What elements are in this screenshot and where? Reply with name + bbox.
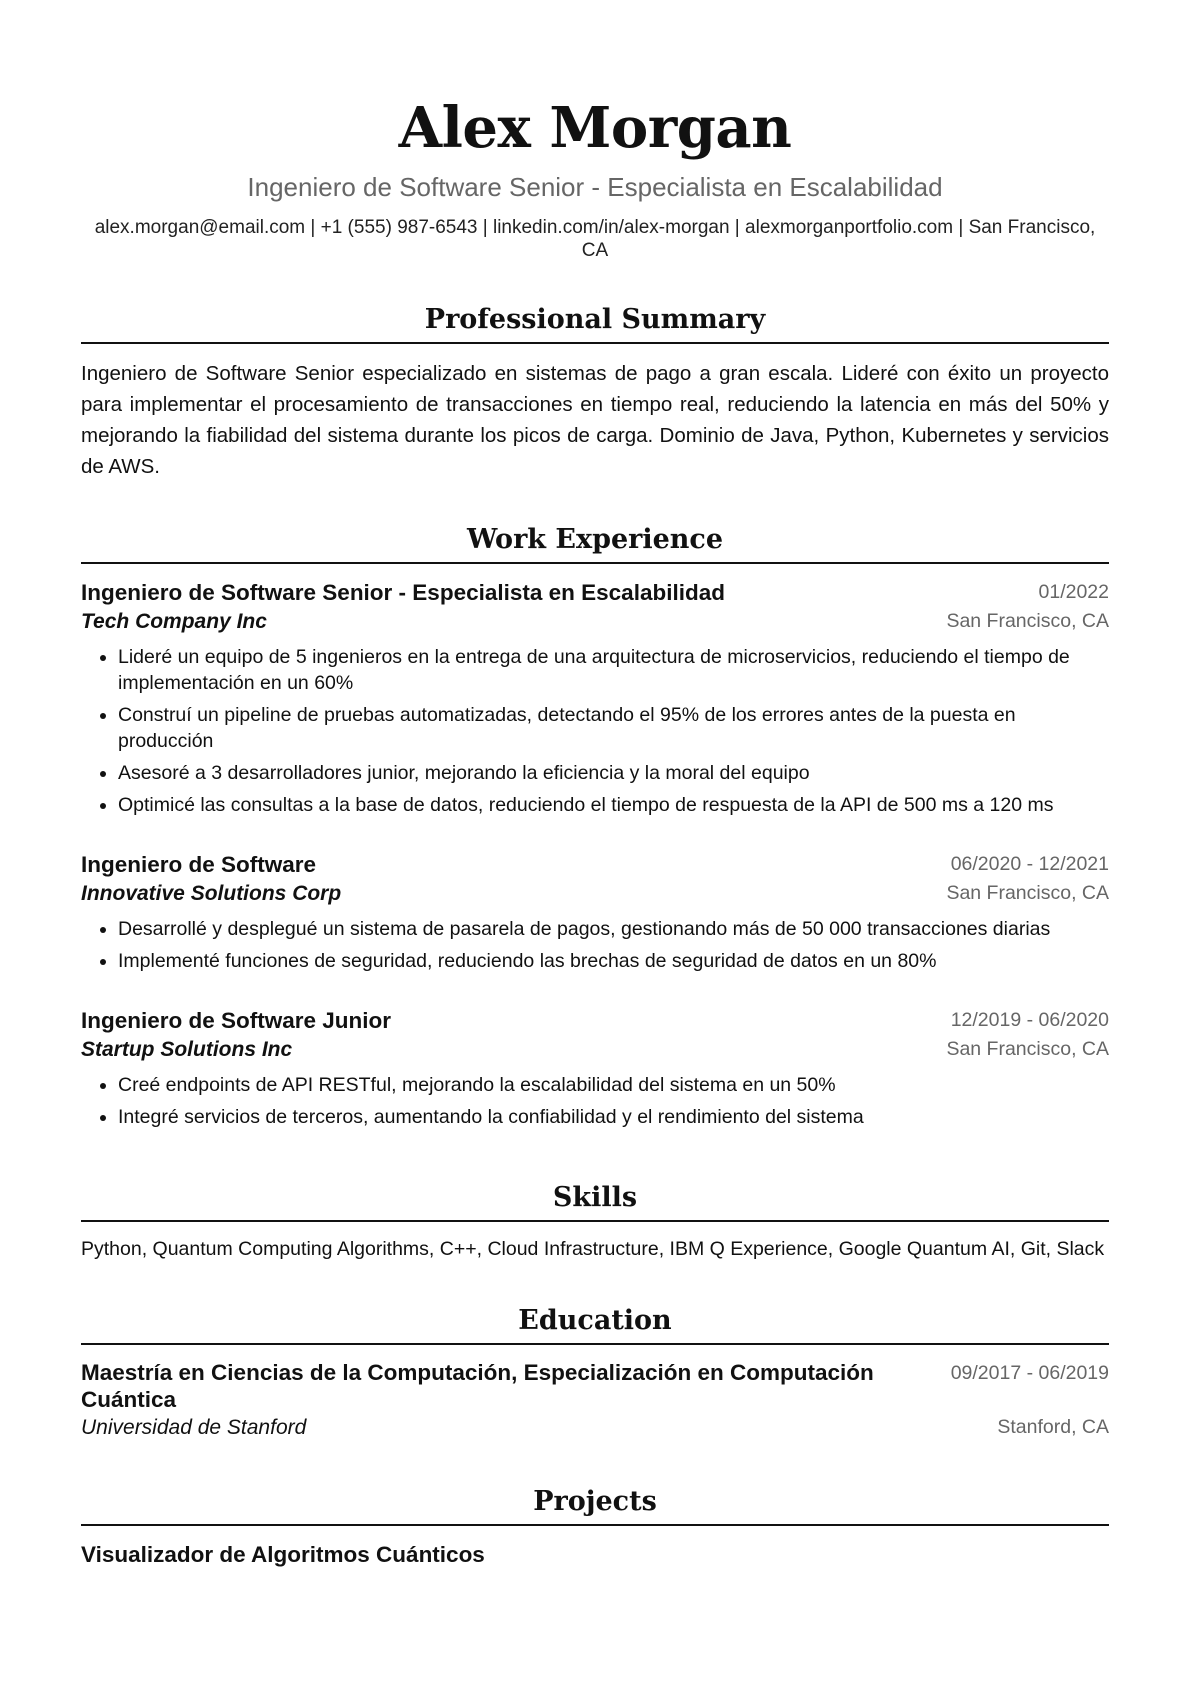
education-school: Universidad de Stanford [81, 1416, 307, 1439]
job-date: 12/2019 - 06/2020 [950, 1009, 1109, 1031]
education-header-row [81, 1359, 1109, 1413]
education-location: Stanford, CA [997, 1416, 1109, 1438]
job-entry [81, 1006, 1109, 1130]
job-bullets [81, 1072, 1109, 1130]
projects-heading: Projects [81, 1484, 1109, 1526]
experience-heading: Work Experience [81, 522, 1109, 564]
job-bullet: • Lideré un equipo de 5 ingenieros en la entrega de una arquitectura de microservicios, reduciendo el tiempo de implementación en un 60% [118, 644, 1109, 696]
project-title: Visualizador de Algoritmos Cuánticos [81, 1542, 485, 1567]
summary-heading: Professional Summary [81, 302, 1109, 344]
job-company: Tech Company Inc [81, 610, 267, 633]
summary-text: Ingeniero de Software Senior especializado en sistemas de pago a gran escala. Lideré con éxito un proyecto para implementar el procesamiento de transacciones en tiempo real, reduciendo la latencia en más del 50% y mejorando la fiabilidad del sistema durante los picos de carga. Dominio de Java, Python, Kubernetes y servicios de AWS. [81, 362, 1109, 478]
job-date: 06/2020 - 12/2021 [950, 853, 1109, 875]
job-location: San Francisco, CA [946, 882, 1109, 904]
job-entry [81, 850, 1109, 974]
experience-section [81, 522, 1109, 1130]
job-entry [81, 578, 1109, 818]
job-bullet: • Creé endpoints de API RESTful, mejorando la escalabilidad del sistema en un 50% [118, 1072, 1109, 1098]
resume-header [81, 92, 1109, 262]
job-role: Ingeniero de Software Senior - Especialista en Escalabilidad [81, 580, 725, 605]
job-company-row [81, 879, 1109, 908]
job-company: Innovative Solutions Corp [81, 882, 342, 905]
contact-line: alex.morgan@email.com | +1 (555) 987-6543 | linkedin.com/in/alex-morgan | alexmorganportfolio.com | San Francisco, CA [94, 217, 1096, 261]
job-header-row [81, 850, 1109, 879]
job-role: Ingeniero de Software Junior [81, 1008, 392, 1033]
skills-text: Python, Quantum Computing Algorithms, C++, Cloud Infrastructure, IBM Q Experience, Google Quantum AI, Git, Slack [81, 1238, 1105, 1260]
candidate-name: Alex Morgan [398, 95, 792, 161]
job-bullet: • Integré servicios de terceros, aumentando la confiabilidad y el rendimiento del sistema [118, 1104, 1109, 1130]
skills-heading: Skills [81, 1180, 1109, 1222]
candidate-headline: Ingeniero de Software Senior - Especialista en Escalabilidad [247, 172, 943, 202]
job-company-row [81, 1035, 1109, 1064]
job-bullet: • Desarrollé y desplegué un sistema de pasarela de pagos, gestionando más de 50 000 transacciones diarias [118, 916, 1109, 942]
job-date: 01/2022 [1038, 581, 1109, 603]
job-bullets [81, 916, 1109, 974]
job-company: Startup Solutions Inc [81, 1038, 293, 1061]
job-location: San Francisco, CA [946, 1038, 1109, 1060]
job-bullet: • Implementé funciones de seguridad, reduciendo las brechas de seguridad de datos en un 80% [118, 948, 1109, 974]
job-header-row [81, 1006, 1109, 1035]
job-company-row [81, 607, 1109, 636]
job-header-row [81, 578, 1109, 607]
job-bullets [81, 644, 1109, 818]
education-heading: Education [81, 1303, 1109, 1345]
job-location: San Francisco, CA [946, 610, 1109, 632]
education-date: 09/2017 - 06/2019 [950, 1362, 1109, 1384]
job-bullet: • Construí un pipeline de pruebas automatizadas, detectando el 95% de los errores antes de la puesta en producción [118, 702, 1109, 754]
education-degree: Maestría en Ciencias de la Computación, Especialización en Computación Cuántica [81, 1360, 874, 1412]
projects-section [81, 1484, 1109, 1569]
job-role: Ingeniero de Software [81, 852, 317, 877]
skills-section [81, 1180, 1109, 1263]
summary-section [81, 302, 1109, 482]
education-school-row [81, 1413, 1109, 1442]
job-bullet: • Optimicé las consultas a la base de datos, reduciendo el tiempo de respuesta de la API de 500 ms a 120 ms [118, 792, 1109, 818]
job-bullet: • Asesoré a 3 desarrolladores junior, mejorando la eficiencia y la moral del equipo [118, 760, 1109, 786]
education-section [81, 1303, 1109, 1442]
